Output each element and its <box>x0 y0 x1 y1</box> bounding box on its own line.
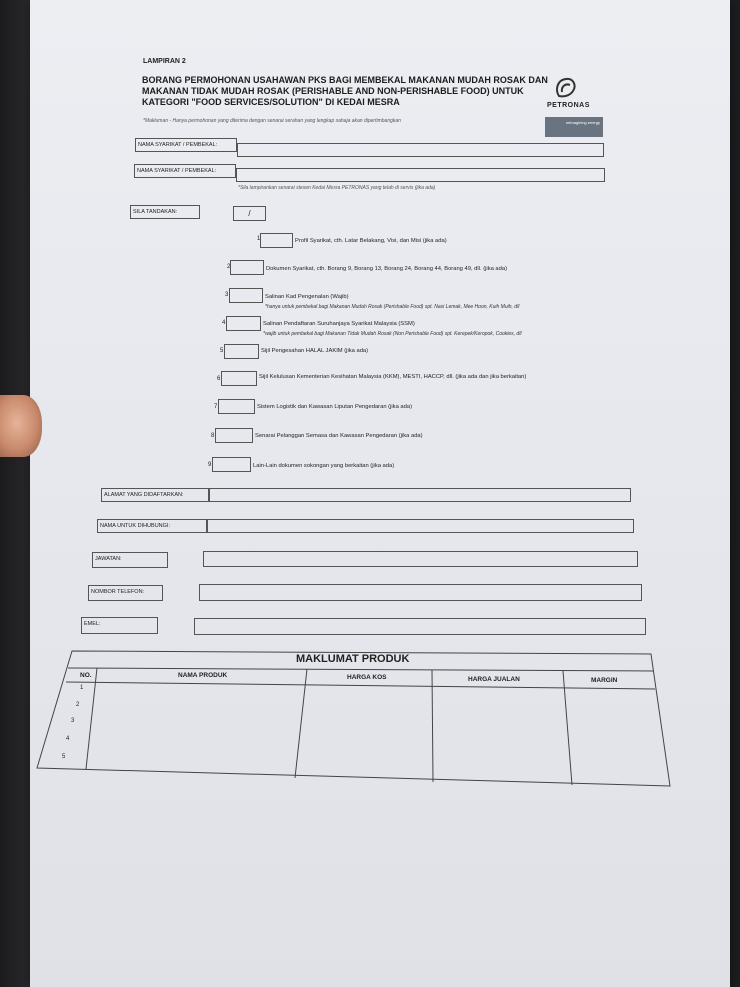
checklist-text-3: Salinan Kad Pengenalan (Wajib) <box>265 294 349 300</box>
product-row-num-1: 1 <box>80 685 84 691</box>
checklist-text-1: Profil Syarikat, cth. Latar Belakang, Visi, dan Misi (jika ada) <box>295 238 447 244</box>
product-col-no: NO. <box>80 672 92 679</box>
checklist-num-1: 1 <box>257 236 261 242</box>
checklist-text-4: Salinan Pendaftaran Suruhanjaya Syarikat Malaysia (SSM) <box>263 321 415 327</box>
checklist-text-8: Senarai Pelanggan Semasa dan Kawasan Pengedaran (jika ada) <box>255 433 423 439</box>
attach-note: *Sila lampirankan senarai stesen Kedai Mesra PETRONAS yang telah di servis (jika ada) <box>238 185 436 191</box>
checklist-text-2: Dokumen Syarikat, cth. Borang 9, Borang 13, Borang 24, Borang 44, Borang 49, dll. (jika ada) <box>266 266 508 272</box>
field-label-nama-hubungi: NAMA UNTUK DIHUBUNGI: <box>97 519 207 533</box>
checklist-note-3: *hanya untuk pembekal bagi Makanan Mudah Rosak (Perishable Food) spt. Nasi Lemak, Mee Hoon, Kuih Muih, dll <box>265 304 520 310</box>
product-row-num-2: 2 <box>76 702 80 708</box>
product-col-margin: MARGIN <box>591 677 618 684</box>
title-line-2: MAKANAN TIDAK MUDAH ROSAK (PERISHABLE AND NON-PERISHABLE FOOD) UNTUK <box>142 86 524 96</box>
product-table-title: MAKLUMAT PRODUK <box>296 653 410 665</box>
title-line-3: KATEGORI "FOOD SERVICES/SOLUTION" DI KEDAI MESRA <box>142 97 400 107</box>
thumb <box>0 395 42 457</box>
sila-tandakan-label: SILA TANDAKAN: <box>130 205 200 219</box>
checklist-note-4: *wajib untuk pembekal bagi Makanan Tidak Mudah Rosak (Non Perishable Food) spt. Kerepek/Keropok, Cookies, dll <box>263 331 522 337</box>
lampiran-label: LAMPIRAN 2 <box>143 58 186 65</box>
field-label-emel: EMEL: <box>81 617 158 634</box>
sila-tandakan-sample-box: / <box>233 206 266 221</box>
checklist-text-9: Lain-Lain dokumen sokongan yang berkaitan (jika ada) <box>253 463 395 469</box>
product-col-harga-jualan: HARGA JUALAN <box>468 676 520 683</box>
checklist-num-4: 4 <box>222 320 226 326</box>
field-label-company-2: NAMA SYARIKAT / PEMBEKAL: <box>134 164 236 178</box>
checklist-text-6: Sijil Kelulusan Kementerian Kesihatan Malaysia (KKM), MESTI, HACCP, dll. (jika ada dan jika berkaitan) <box>259 374 527 380</box>
checklist-text-5: Sijil Pengesahan HALAL JAKIM (jika ada) <box>261 348 369 354</box>
checklist-num-2: 2 <box>227 264 231 270</box>
product-row-num-4: 4 <box>66 736 70 742</box>
field-label-telefon: NOMBOR TELEFON: <box>88 585 163 601</box>
checklist-num-3: 3 <box>225 292 229 298</box>
checklist-num-9: 9 <box>208 462 212 468</box>
checklist-text-7: Sistem Logistik dan Kawasan Liputan Pengedaran (jika ada) <box>257 404 413 410</box>
product-col-harga-kos: HARGA KOS <box>347 674 387 681</box>
checklist-num-7: 7 <box>214 404 218 410</box>
field-label-alamat: ALAMAT YANG DIDAFTARKAN: <box>101 488 209 502</box>
maklumat-note: *Makluman - Hanya permohonan yang diterima dengan senarai serahan yang lengkap sahaja akan dipertimbangkan <box>143 118 401 124</box>
logo-tagline: reimagining energy <box>545 117 603 137</box>
title-line-1: BORANG PERMOHONAN USAHAWAN PKS BAGI MEMBEKAL MAKANAN MUDAH ROSAK DAN <box>142 75 548 85</box>
checklist-num-6: 6 <box>217 376 221 382</box>
product-row-num-3: 3 <box>71 718 75 724</box>
field-label-company-1: NAMA SYARIKAT / PEMBEKAL: <box>135 138 237 152</box>
checklist-num-8: 8 <box>211 433 215 439</box>
product-col-nama: NAMA PRODUK <box>178 672 228 679</box>
logo-wordmark: PETRONAS <box>547 102 590 109</box>
product-row-num-5: 5 <box>62 754 66 760</box>
checklist-num-5: 5 <box>220 348 224 354</box>
field-label-jawatan: JAWATAN: <box>92 552 168 568</box>
